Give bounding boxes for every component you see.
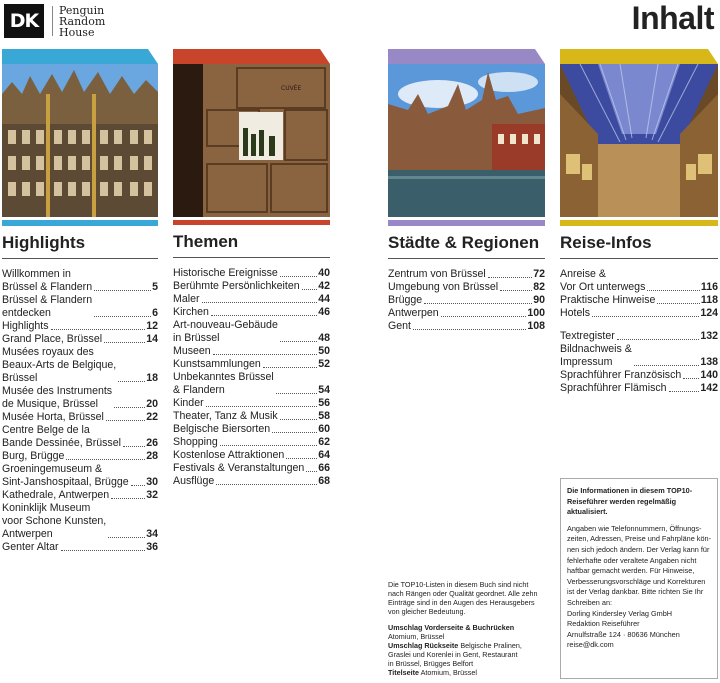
toc-list — [173, 267, 330, 488]
toc-entry — [2, 489, 158, 502]
section-title: Themen — [173, 232, 239, 251]
toc-leader-dots — [108, 537, 145, 538]
publisher-logo — [4, 4, 105, 38]
toc-leader-dots — [106, 420, 145, 421]
toc-leader-dots — [216, 484, 317, 485]
toc-page-number: 100 — [527, 307, 545, 319]
toc-page-number: 28 — [146, 450, 158, 462]
toc-entry — [560, 294, 718, 307]
toc-entry — [2, 385, 158, 411]
toc-leader-dots — [111, 498, 145, 499]
toc-leader-dots — [213, 354, 318, 355]
toc-leader-dots — [276, 393, 318, 394]
toc-page-number: 14 — [146, 333, 158, 345]
toc-leader-dots — [202, 302, 318, 303]
toc-entry — [560, 343, 718, 369]
update-info-body: Angaben wie Telefonnummern, Öffnungs- zeiten, Adressen, Preise und Fahrpläne kön- nen sich jedoch ändern. Der Verlag kann für fehlerhafte oder veraltete Angaben nicht haftbar gemacht werden. Für Hinweise, Verbesserungsvorschläge und Korrekturen ist der Verlag dankbar. Bitte richten Sie Ihr Schreiben an: Dorling Kindersley Verlag GmbH Redaktion Reiseführer Arnulfstraße 124 · 80636 München reise@dk.com — [567, 523, 711, 650]
toc-entry-title: Koninklijk Museum voor Schone Kunsten, Antwerpen — [2, 502, 107, 540]
toc-entry — [388, 294, 545, 307]
toc-page-number: 20 — [146, 398, 158, 410]
toc-page-number: 52 — [318, 358, 330, 370]
toc-page-number: 124 — [700, 307, 718, 319]
section-tab — [560, 49, 718, 64]
photo-galeries-royales — [560, 64, 718, 217]
toc-entry-title: Sprachführer Flämisch — [560, 382, 667, 394]
toc-page-number: 56 — [318, 397, 330, 409]
toc-entry — [388, 307, 545, 320]
toc-entry-title: Anreise & Vor Ort unterwegs — [560, 268, 646, 293]
toc-page-number: 44 — [318, 293, 330, 305]
penguin-random-house-wordmark: Penguin Random House — [59, 3, 106, 39]
toc-leader-dots — [114, 407, 145, 408]
toc-page-number: 140 — [700, 369, 718, 381]
toc-leader-dots — [683, 378, 699, 379]
toc-leader-dots — [413, 329, 526, 330]
section-title: Highlights — [2, 233, 86, 252]
toc-entry-title: Willkommen in Brüssel & Flandern — [2, 268, 93, 293]
beer-cellar-illustration — [173, 64, 330, 217]
toc-entry-title: Hotels — [560, 307, 591, 319]
toc-leader-dots — [66, 459, 145, 460]
section-bar — [560, 220, 718, 226]
toc-entry — [173, 358, 330, 371]
toc-entry-title: Centre Belge de la Bande Dessinée, Brüssel — [2, 424, 121, 449]
guildhall-facades-illustration — [2, 64, 158, 217]
toc-entry — [560, 268, 718, 294]
toc-list — [560, 268, 718, 395]
cover-back-label: Umschlag Rückseite — [388, 641, 459, 650]
toc-entry-title: Umgebung von Brüssel — [388, 281, 499, 293]
toc-entry — [2, 294, 158, 320]
toc-entry-title: Burg, Brügge — [2, 450, 65, 462]
toc-page-number: 6 — [152, 307, 158, 319]
toc-leader-dots — [488, 277, 532, 278]
toc-entry-title: Zentrum von Brüssel — [388, 268, 486, 280]
toc-entry — [2, 502, 158, 541]
toc-leader-dots — [211, 315, 317, 316]
svg-text:CUVÉE: CUVÉE — [281, 85, 302, 92]
toc-page-number: 34 — [146, 528, 158, 540]
toc-entry-title: Kunstsammlungen — [173, 358, 261, 370]
toc-leader-dots — [424, 303, 532, 304]
toc-entry-title: Musées royaux des Beaux-Arts de Belgique, Brüssel — [2, 346, 117, 384]
toc-leader-dots — [118, 381, 145, 382]
toc-entry — [2, 346, 158, 385]
toc-entry-title: Unbekanntes Brüssel & Flandern — [173, 371, 274, 396]
section-title: Reise-Infos — [560, 233, 652, 252]
section-reise-infos — [560, 49, 718, 395]
toc-page-number: 108 — [527, 320, 545, 332]
toc-entry — [173, 423, 330, 436]
toc-leader-dots — [302, 289, 318, 290]
toc-entry — [173, 436, 330, 449]
section-bar — [2, 220, 158, 226]
cover-back-text: Belgische Pralinen, Graslei und Korenlei in Gent, Restaurant in Brüssel, Brügges Belfort — [388, 641, 522, 668]
toc-entry-title: Art-nouveau-Gebäude in Brüssel — [173, 319, 278, 344]
toc-entry-title: Shopping — [173, 436, 218, 448]
toc-leader-dots — [592, 316, 699, 317]
toc-leader-dots — [280, 419, 318, 420]
toc-leader-dots — [272, 432, 317, 433]
toc-entry — [560, 382, 718, 395]
section-rule — [2, 258, 158, 259]
toc-page-number: 22 — [146, 411, 158, 423]
toc-entry-title: Praktische Hinweise — [560, 294, 656, 306]
title-page-text: Atomium, Brüssel — [420, 668, 477, 677]
toc-leader-dots — [263, 367, 317, 368]
toc-entry-title: Brügge — [388, 294, 423, 306]
toc-leader-dots — [94, 316, 151, 317]
toc-leader-dots — [104, 342, 145, 343]
toc-entry-title: Grand Place, Brüssel — [2, 333, 103, 345]
toc-page-number: 90 — [533, 294, 545, 306]
toc-entry — [2, 424, 158, 450]
toc-entry — [173, 293, 330, 306]
toc-entry — [388, 320, 545, 333]
toc-page-number: 66 — [318, 462, 330, 474]
toc-page-number: 116 — [700, 281, 718, 293]
toc-leader-dots — [617, 339, 700, 340]
toc-leader-dots — [280, 276, 317, 277]
cover-credits — [388, 623, 548, 677]
section-tab — [173, 49, 330, 64]
toc-page-number: 118 — [700, 294, 718, 306]
toc-entry-title: Kirchen — [173, 306, 209, 318]
toc-entry — [173, 475, 330, 488]
toc-page-number: 62 — [318, 436, 330, 448]
toc-leader-dots — [220, 445, 317, 446]
toc-entry-title: Maler — [173, 293, 200, 305]
toc-entry-title: Antwerpen — [388, 307, 439, 319]
toc-page-number: 42 — [318, 280, 330, 292]
toc-page-number: 48 — [318, 332, 330, 344]
toc-entry — [173, 267, 330, 280]
toc-page-number: 50 — [318, 345, 330, 357]
shopping-gallery-illustration — [560, 64, 718, 217]
toc-entry — [173, 410, 330, 423]
toc-entry — [173, 462, 330, 475]
photo-beer-crates — [173, 64, 330, 217]
toc-entry-title: Musée Horta, Brüssel — [2, 411, 104, 423]
toc-entry-title: Museen — [173, 345, 211, 357]
toc-entry — [2, 333, 158, 346]
bruges-canal-illustration — [388, 64, 545, 217]
toc-entry — [560, 307, 718, 320]
toc-entry-title: Highlights — [2, 320, 49, 332]
toc-entry — [2, 411, 158, 424]
toc-page-number: 142 — [700, 382, 718, 394]
toc-leader-dots — [131, 485, 146, 486]
section-rule — [388, 258, 545, 259]
toc-entry-title: Historische Ereignisse — [173, 267, 278, 279]
toc-entry-title: Belgische Biersorten — [173, 423, 271, 435]
toc-entry-title: Festivals & Veranstaltungen — [173, 462, 305, 474]
toc-entry-title: Genter Altar — [2, 541, 59, 553]
toc-leader-dots — [306, 471, 317, 472]
toc-page-number: 26 — [146, 437, 158, 449]
toc-entry — [173, 449, 330, 462]
top10-note — [388, 580, 548, 677]
toc-page-number: 12 — [146, 320, 158, 332]
toc-page-number: 36 — [146, 541, 158, 553]
toc-entry — [2, 450, 158, 463]
toc-page-number: 18 — [146, 372, 158, 384]
logo-divider — [52, 6, 53, 36]
toc-leader-dots — [206, 406, 318, 407]
toc-page-number: 58 — [318, 410, 330, 422]
update-info-heading: Die Informationen in diesem TOP10- Reiseführer werden regelmäßig aktualisiert. — [567, 486, 693, 517]
toc-leader-dots — [51, 329, 146, 330]
toc-entry-title: Berühmte Persönlichkeiten — [173, 280, 300, 292]
toc-entry — [560, 330, 718, 343]
toc-page-number: 5 — [152, 281, 158, 293]
toc-entry — [173, 371, 330, 397]
toc-entry — [388, 268, 545, 281]
toc-entry — [2, 320, 158, 333]
title-page-label: Titelseite — [388, 668, 420, 677]
cover-front-label: Umschlag Vorderseite & Buchrücken — [388, 623, 515, 632]
toc-entry — [173, 345, 330, 358]
toc-page-number: 138 — [700, 356, 718, 368]
toc-page-number: 68 — [318, 475, 330, 487]
section-bar — [388, 220, 545, 226]
toc-entry — [560, 369, 718, 382]
toc-leader-dots — [657, 303, 700, 304]
toc-leader-dots — [669, 391, 700, 392]
toc-leader-dots — [280, 341, 317, 342]
toc-page-number: 64 — [318, 449, 330, 461]
toc-entry-title: Kathedrale, Antwerpen — [2, 489, 110, 501]
toc-leader-dots — [500, 290, 532, 291]
update-info-box — [560, 478, 718, 679]
toc-entry-title: Textregister — [560, 330, 615, 342]
section-themen — [173, 49, 330, 488]
toc-page-number: 72 — [533, 268, 545, 280]
top10-intro: Die TOP10-Listen in diesem Buch sind nicht nach Rängen oder Qualität geordnet. Alle zehn Einträge sind in den Augen des Herausgebers von gleicher Bedeutung. — [388, 580, 538, 616]
toc-leader-dots — [441, 316, 527, 317]
toc-entry-title: Bildnachweis & Impressum — [560, 343, 632, 368]
toc-page-number: 40 — [318, 267, 330, 279]
toc-entry — [173, 319, 330, 345]
toc-entry-title: Musée des Instruments de Musique, Brüssel — [2, 385, 113, 410]
toc-page-number: 54 — [318, 384, 330, 396]
toc-entry-title: Theater, Tanz & Musik — [173, 410, 278, 422]
page-title: Inhalt — [631, 0, 714, 36]
dk-logo: DK — [4, 4, 44, 38]
toc-entry-title: Groeningemuseum & Sint-Janshospitaal, Brügge — [2, 463, 129, 488]
section-staedte-regionen — [388, 49, 545, 333]
section-tab — [388, 49, 545, 64]
toc-leader-dots — [123, 446, 145, 447]
section-highlights — [2, 49, 158, 554]
toc-entry — [388, 281, 545, 294]
section-bar — [173, 220, 330, 225]
toc-leader-dots — [647, 290, 700, 291]
toc-entry-title: Brüssel & Flandern entdecken — [2, 294, 93, 319]
section-rule — [560, 258, 718, 259]
toc-page-number: 60 — [318, 423, 330, 435]
toc-leader-dots — [286, 458, 317, 459]
section-rule — [173, 257, 330, 258]
toc-page-number: 32 — [146, 489, 158, 501]
section-tab — [2, 49, 158, 64]
toc-page-number: 46 — [318, 306, 330, 318]
toc-list — [2, 268, 158, 554]
toc-entry — [2, 463, 158, 489]
toc-page-number: 132 — [700, 330, 718, 342]
toc-entry — [2, 541, 158, 554]
toc-entry-title: Sprachführer Französisch — [560, 369, 682, 381]
toc-page-number: 30 — [146, 476, 158, 488]
toc-entry — [173, 306, 330, 319]
toc-leader-dots — [94, 290, 151, 291]
toc-leader-dots — [634, 365, 699, 366]
cover-front-text: Atomium, Brüssel — [388, 632, 445, 641]
toc-entry — [173, 397, 330, 410]
toc-entry — [2, 268, 158, 294]
toc-entry-title: Gent — [388, 320, 411, 332]
toc-entry-title: Kinder — [173, 397, 204, 409]
section-title: Städte & Regionen — [388, 233, 540, 252]
toc-page-number: 82 — [533, 281, 545, 293]
toc-entry-title: Ausflüge — [173, 475, 215, 487]
photo-grand-place — [2, 64, 158, 217]
toc-entry-title: Kostenlose Attraktionen — [173, 449, 285, 461]
photo-bruges-canal — [388, 64, 545, 217]
toc-entry — [173, 280, 330, 293]
toc-leader-dots — [61, 550, 146, 551]
toc-list — [388, 268, 545, 333]
